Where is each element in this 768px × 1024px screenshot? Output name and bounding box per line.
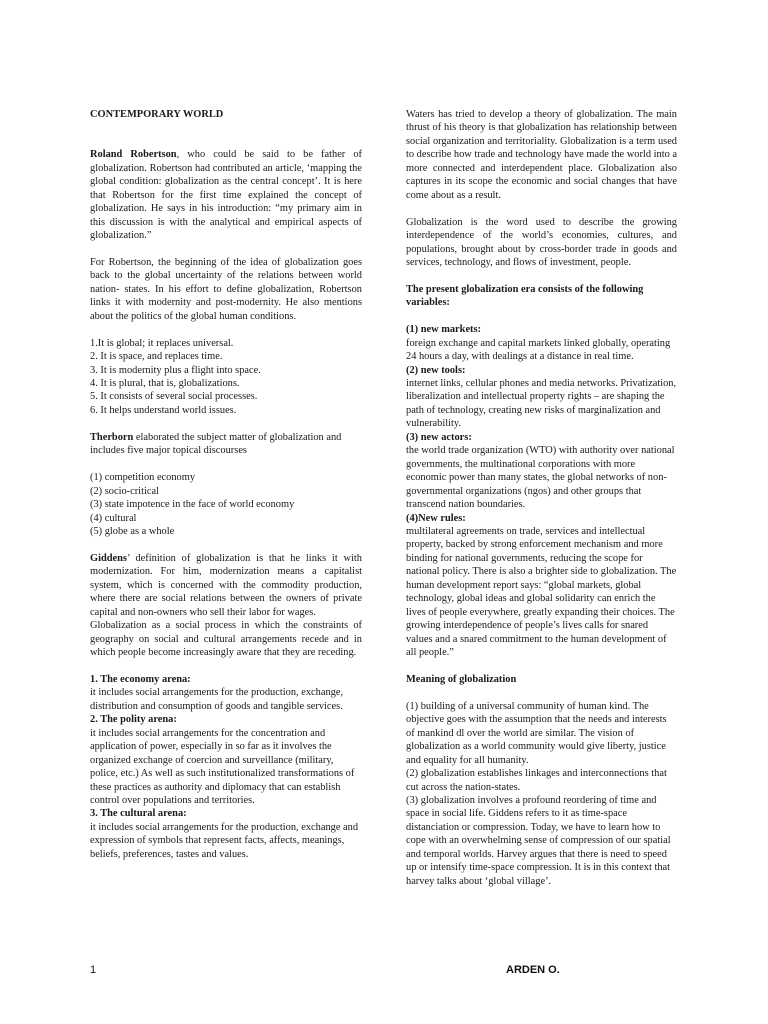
cultural-arena-text: it includes social arrangements for the production, exchange and expression of symbols that represent facts, affects, meanings, beliefs, preferences, tastes and values. — [90, 821, 359, 860]
meaning-item-1: (1) building of a universal community of human kind. The objective goes with the assumption that the needs and interests of mankind dl over the world are similar. The vision of globalization as a world community would give liberty, justice and equality for all humanity. — [406, 700, 667, 766]
giddens-paragraph-2: Globalization as a social process in which the constraints of geography on social and cultural arrangements recede and in which people become increasingly aware that they are receding. — [90, 620, 362, 659]
list-item: (5) globe as a whole — [90, 525, 175, 537]
robertson-paragraph — [90, 148, 362, 242]
giddens-name: Giddens — [90, 552, 127, 564]
robertson-paragraph-2: For Robertson, the beginning of the idea of globalization goes back to the global uncertainty of the relations between world nation- states. In his effort to define globalization, Robertson links it with modernity and post-modernity. He also mentions about the politics of the global human conditions. — [90, 256, 362, 322]
list-item: (3) state impotence in the face of world economy — [90, 499, 295, 511]
list-item: (2) socio-critical — [90, 485, 159, 497]
document-title: CONTEMPORARY WORLD — [90, 109, 224, 120]
economy-arena-text: it includes social arrangements for the production, exchange, distribution and consumption of goods and tangible services. — [90, 687, 344, 712]
giddens-paragraph — [90, 552, 362, 619]
new-markets-text: foreign exchange and capital markets linked globally, operating 24 hours a day, with dealings at a distance in real time. — [406, 337, 671, 363]
new-markets-heading: (1) new markets: — [406, 324, 482, 336]
list-item: 6. It helps understand world issues. — [90, 404, 237, 416]
new-tools-text: internet links, cellular phones and media networks. Privatization, liberalization and intellectual property rights – are shaping the path of technology, creating new risks of marginalization and vulnerability. — [406, 378, 677, 430]
polity-arena-heading: 2. The polity arena: — [90, 714, 177, 726]
meaning-item-2: (2) globalization establishes linkages and interconnections that cut across the nation-states. — [406, 768, 667, 793]
list-item: 3. It is modernity plus a flight into space. — [90, 364, 261, 376]
left-column — [90, 108, 362, 861]
new-actors-heading: (3) new actors: — [406, 431, 472, 443]
therborn-paragraph — [90, 431, 362, 458]
economy-arena-heading: 1. The economy arena: — [90, 673, 191, 685]
page-number: 1 — [90, 964, 97, 976]
right-column — [406, 108, 677, 888]
new-actors-text: the world trade organization (WTO) with authority over national governments, the multinational corporations with more economic power than many states, the global networks of non-governmental organizations (ngos) and other groups that transcend nation boundaries. — [406, 445, 675, 511]
meaning-heading: Meaning of globalization — [406, 673, 517, 685]
therborn-name: Therborn — [90, 431, 134, 443]
globalization-paragraph: Globalization is the word used to describe the growing interdependence of the world’s economies, cultures, and populations, brought about by cross-border trade in goods and services, technology, and flows of investment, people. — [406, 216, 677, 268]
therborn-text: elaborated the subject matter of globalization and includes five major topical discourses — [90, 431, 342, 457]
cultural-arena-heading: 3. The cultural arena: — [90, 808, 187, 820]
robertson-text: , who could be said to be father of globalization. Robertson had contributed an article, ‘mapping the global condition: globalization as the central concept’. It is here that Robertson for the first time explained the concept of globalization. He says in his introduction: “my primary aim in this discussion is with the analytical and empirical aspects of globalization.” — [90, 149, 362, 242]
variables-heading: The present globalization era consists of the following variables: — [406, 283, 644, 309]
list-item: (4) cultural — [90, 512, 137, 524]
new-rules-heading: (4)New rules: — [406, 512, 466, 524]
list-item: 2. It is space, and replaces time. — [90, 351, 223, 363]
robertson-name: Roland Robertson — [90, 149, 177, 161]
polity-arena-text: it includes social arrangements for the concentration and application of power, especially in so far as it involves the organized exchange of coercion and surveillance (military, police, etc.) As well as such institutionalized transformations of these practices as authority and diplomacy that can establish control over populations and territories. — [90, 727, 355, 806]
new-rules-text: multilateral agreements on trade, services and intellectual property, backed by strong enforcement mechanism and more binding for national governments, reducing the scope for national policy. There is also a brighter side to globalization. The human development report says: “global markets, global technology, global ideas and global solidarity can enrich the lives of people everywhere, greatly expanding their choices. The growing interdependence of people’s lives calls for snared values and a snared commitment to the human development of all people.” — [406, 526, 677, 659]
list-item: (1) competition economy — [90, 472, 196, 484]
giddens-text: ’ definition of globalization is that he links it with modernization. For him, modernization means a capitalist system, which is concerned with the commodity production, where there are social relations between the owners of private capital and non-owners who sell their labor for wages. — [90, 552, 362, 618]
meaning-item-3: (3) globalization involves a profound reordering of time and space in social life. Giddens refers to it as time-space distanciation or compression. Today, we have to learn how to cope with an overwhelming sense of compression of our spatial and temporal worlds. Harvey argues that there is need to speed up or intensify time-space compression. It is in this context that harvey talks about ‘global village’. — [406, 795, 671, 887]
waters-paragraph: Waters has tried to develop a theory of globalization. The main thrust of his theory is that globalization has relationship between social organization and territoriality. Globalization is a term used to describe how trade and technology have made the world into a more connected and interdependent place. Globalization also captures in its scope the economic and social changes that have come about as a result. — [406, 109, 677, 201]
footer-author: ARDEN O. — [506, 964, 560, 976]
list-item: 1.It is global; it replaces universal. — [90, 337, 234, 349]
list-item: 5. It consists of several social processes. — [90, 391, 258, 403]
list-item: 4. It is plural, that is, globalizations. — [90, 378, 240, 389]
new-tools-heading: (2) new tools: — [406, 364, 466, 376]
